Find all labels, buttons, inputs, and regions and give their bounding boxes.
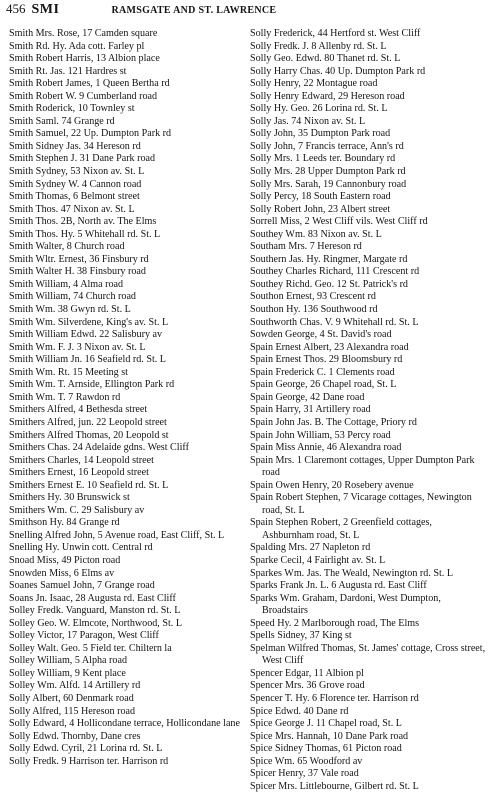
directory-entry: Soans Jn. Isaac, 28 Augusta rd. East Cliff bbox=[9, 592, 176, 604]
directory-entry: Solly Hy. Geo. 26 Lorina rd. St. L bbox=[250, 103, 388, 115]
directory-entry: Southern Jas. Hy. Ringmer, Margate rd bbox=[250, 253, 408, 265]
directory-entry: Spain Ernest Albert, 23 Alexandra road bbox=[250, 341, 409, 353]
directory-entry: Solly Mrs. Sarah, 19 Cannonbury road bbox=[250, 178, 407, 190]
directory-entry: Smithers Ernest, 16 Leopold street bbox=[9, 467, 149, 479]
directory-entry: Southon Hy. 136 Southwood rd bbox=[250, 304, 378, 316]
directory-entry: Snoad Miss, 49 Picton road bbox=[9, 554, 121, 566]
directory-entry: Smith William Jn. 16 Seafield rd. St. L bbox=[9, 354, 166, 366]
directory-entry: Solly Fredk. J. 8 Allenby rd. St. L bbox=[250, 40, 387, 52]
directory-entry: Sorrell Miss, 2 West Cliff vils. West Cliff rd bbox=[250, 216, 428, 228]
directory-entry: Smithers Alfred, jun. 22 Leopold street bbox=[9, 416, 167, 428]
directory-entry: Spicer Mrs. Littlebourne, Gilbert rd. St. L bbox=[250, 780, 419, 792]
directory-entry: Southworth Chas. V. 9 Whitehall rd. St. L bbox=[250, 316, 419, 328]
directory-entry: Sowden George, 4 St. David's road bbox=[250, 329, 392, 341]
directory-entry: Spice Mrs. Hannah, 10 Dane Park road bbox=[250, 730, 409, 742]
directory-entry: Smithers Alfred, 4 Bethesda street bbox=[9, 404, 148, 416]
directory-entry: Spain Mrs. 1 Claremont cottages, Upper Dumpton Park road bbox=[250, 454, 475, 479]
directory-entry: Solly Geo. Edwd. 80 Thanet rd. St. L bbox=[250, 53, 401, 65]
directory-entry: Smith Wm. F. J. 3 Nixon av. St. L bbox=[9, 341, 146, 353]
directory-entry: Snelling Alfred John, 5 Avenue road, East Cliff, St. L bbox=[9, 529, 225, 541]
directory-entry: Solley William, 5 Alpha road bbox=[9, 655, 127, 667]
directory-entry: Spice Sidney Thomas, 61 Picton road bbox=[250, 743, 402, 755]
right-column bbox=[250, 28, 486, 793]
page-number: 456 bbox=[6, 1, 26, 16]
directory-entry: Solly Albert, 60 Denmark road bbox=[9, 692, 134, 704]
directory-entry: Smith Thos. 2B, North av. The Elms bbox=[9, 216, 157, 228]
directory-entry: Southam Mrs. 7 Hereson rd bbox=[250, 241, 362, 253]
directory-entry: Solly Mrs. 1 Leeds ter. Boundary rd bbox=[250, 153, 396, 165]
directory-entry: Smith Walter H. 38 Finsbury road bbox=[9, 266, 146, 278]
directory-entry: Smithers Hy. 30 Brunswick st bbox=[9, 492, 130, 504]
directory-entry: Southey Charles Richard, 111 Crescent rd bbox=[250, 266, 420, 278]
directory-entry: Spain George, 42 Dane road bbox=[250, 391, 365, 403]
directory-entry: Solly John, 35 Dumpton Park road bbox=[250, 128, 391, 140]
directory-entry: Solly Jas. 74 Nixon av. St. L bbox=[250, 115, 366, 127]
directory-entry: Smith Thos. Hy. 5 Whitehall rd. St. L bbox=[9, 228, 161, 240]
directory-entry: Spells Sidney, 37 King st bbox=[250, 630, 352, 642]
directory-entry: Smith Rt. Jas. 121 Hardres st bbox=[9, 65, 127, 77]
directory-entry: Spalding Mrs. 27 Napleton rd bbox=[250, 542, 371, 554]
directory-entry: Solly Edwd. Thornby, Dane cres bbox=[9, 730, 141, 742]
directory-entry: Spain John William, 53 Percy road bbox=[250, 429, 391, 441]
directory-entry: Spencer Edgar, 11 Albion pl bbox=[250, 667, 364, 679]
directory-entry: Solly Robert John, 23 Albert street bbox=[250, 203, 391, 215]
directory-entry: Smith Rd. Hy. Ada cott. Farley pl bbox=[9, 40, 145, 52]
directory-entry: Spain Stephen Robert, 2 Greenfield cottages, Ashburnham road, St. L bbox=[250, 517, 432, 541]
directory-entry: Smith Sydney W. 4 Cannon road bbox=[9, 178, 142, 190]
directory-entry: Smithson Hy. 84 Grange rd bbox=[9, 517, 120, 529]
directory-entry: Smith William Edwd. 22 Salisbury av bbox=[9, 329, 163, 341]
directory-entry: Spice Edwd. 40 Dane rd bbox=[250, 705, 349, 717]
directory-entry: Smith Sydney, 53 Nixon av. St. L bbox=[9, 166, 145, 178]
directory-entry: Smith Walter, 8 Church road bbox=[9, 241, 125, 253]
directory-entry: Solly Mrs. 28 Upper Dumpton Park rd bbox=[250, 166, 406, 178]
directory-entry: Smith Thos. 47 Nixon av. St. L bbox=[9, 203, 135, 215]
directory-entry: Smithers Ernest E. 10 Seafield rd. St. L bbox=[9, 479, 169, 491]
directory-entry: Smith Robert James, 1 Queen Bertha rd bbox=[9, 78, 170, 90]
directory-entry: Spain Miss Annie, 46 Alexandra road bbox=[250, 442, 402, 454]
directory-entry: Smith Sidney Jas. 34 Hereson rd bbox=[9, 140, 141, 152]
section-abbrev: SMI bbox=[31, 2, 60, 17]
directory-entry: Solly Henry Edward, 29 Hereson road bbox=[250, 90, 405, 102]
directory-entry: Smith Wm. 38 Gwyn rd. St. L bbox=[9, 304, 131, 316]
directory-entry: Solly Alfred, 115 Hereson road bbox=[9, 705, 136, 717]
directory-entry: Smithers Chas. 24 Adelaide gdns. West Cliff bbox=[9, 442, 189, 454]
directory-entry: Spice Wm. 65 Woodford av bbox=[250, 755, 363, 767]
directory-entry: Spelman Wilfred Thomas, St. James' cottage, Cross street, West Cliff bbox=[250, 642, 486, 667]
directory-entry: Smith Wm. T. 7 Rawdon rd bbox=[9, 391, 121, 403]
directory-entry: Solley Victor, 17 Paragon, West Cliff bbox=[9, 630, 159, 642]
directory-entry: Snelling Hy. Unwin cott. Central rd bbox=[9, 542, 153, 554]
directory-entry: Speed Hy. 2 Marlborough road, The Elms bbox=[250, 617, 420, 629]
directory-entry: Solley Walt. Geo. 5 Field ter. Chiltern la bbox=[9, 642, 172, 654]
directory-entry: Smith William, 74 Church road bbox=[9, 291, 136, 303]
directory-entry: Smithers Charles, 14 Leopold street bbox=[9, 454, 154, 466]
directory-entry: Southon Ernest, 93 Crescent rd bbox=[250, 291, 376, 303]
directory-entry: Southey Richd. Geo. 12 St. Patrick's rd bbox=[250, 278, 408, 290]
directory-entry: Spencer Mrs. 36 Grove road bbox=[250, 680, 365, 692]
directory-entry: Spicer Henry, 37 Vale road bbox=[250, 768, 359, 780]
page-header bbox=[6, 1, 482, 21]
directory-entry: Spain Owen Henry, 20 Rosebery avenue bbox=[250, 479, 414, 491]
directory-entry: Soanes Samuel John, 7 Grange road bbox=[9, 580, 155, 592]
directory-entry: Solly Henry, 22 Montague road bbox=[250, 78, 378, 90]
directory-entry: Spain George, 26 Chapel road, St. L bbox=[250, 379, 397, 391]
directory-entry: Smith Roderick, 10 Townley st bbox=[9, 103, 135, 115]
directory-entry: Solly Percy, 18 South Eastern road bbox=[250, 191, 391, 203]
directory-entry: Southey Wm. 83 Nixon av. St. L bbox=[250, 228, 382, 240]
directory-entry: Smith Saml. 74 Grange rd bbox=[9, 115, 115, 127]
directory-entry: Smithers Wm. C. 29 Salisbury av bbox=[9, 504, 145, 516]
left-column bbox=[9, 28, 245, 768]
directory-entry: Smith Wm. Silverdene, King's av. St. L bbox=[9, 316, 169, 328]
directory-entry: Smith Samuel, 22 Up. Dumpton Park rd bbox=[9, 128, 172, 140]
directory-entry: Solly Frederick, 44 Hertford st. West Cliff bbox=[250, 28, 421, 39]
directory-entry: Smith Wltr. Ernest, 36 Finsbury rd bbox=[9, 253, 149, 265]
directory-entry: Spice George J. 11 Chapel road, St. L bbox=[250, 718, 402, 730]
directory-entry: Solley William, 9 Kent place bbox=[9, 667, 126, 679]
directory-entry: Spain Ernest Thos. 29 Bloomsbury rd bbox=[250, 354, 403, 366]
directory-entry: Smith Mrs. Rose, 17 Camden square bbox=[9, 28, 158, 39]
directory-entry: Solley Fredk. Vanguard, Manston rd. St. L bbox=[9, 605, 181, 617]
directory-entry: Solly Edwd. Cyril, 21 Lorina rd. St. L bbox=[9, 743, 163, 755]
directory-entry: Smithers Alfred Thomas, 20 Leopold st bbox=[9, 429, 169, 441]
directory-entry: Solly Harry Chas. 40 Up. Dumpton Park rd bbox=[250, 65, 426, 77]
directory-entry: Sparks Frank Jn. L. 6 Augusta rd. East Cliff bbox=[250, 580, 427, 592]
directory-entry: Snowden Miss, 6 Elms av bbox=[9, 567, 115, 579]
directory-entry: Spain Frederick C. 1 Clements road bbox=[250, 366, 395, 378]
directory-entry: Smith Robert Harris, 13 Albion place bbox=[9, 53, 160, 65]
directory-entry: Smith Thomas, 6 Belmont street bbox=[9, 191, 140, 203]
directory-entry: Smith Wm. Rt. 15 Meeting st bbox=[9, 366, 128, 378]
directory-entry: Solly Fredk. 9 Harrison ter. Harrison rd bbox=[9, 755, 169, 767]
directory-entry: Smith Robert W. 9 Cumberland road bbox=[9, 90, 158, 102]
directory-entry: Spain John Jas. B. The Cottage, Priory rd bbox=[250, 416, 417, 428]
running-title: RAMSGATE AND ST. LAWRENCE bbox=[111, 5, 277, 16]
directory-entry: Solley Geo. W. Elmcote, Northwood, St. L bbox=[9, 617, 182, 629]
directory-entry: Spain Robert Stephen, 7 Vicarage cottages, Newington road, St. L bbox=[250, 492, 472, 516]
directory-entry: Spain Harry, 31 Artillery road bbox=[250, 404, 371, 416]
directory-entry: Solly John, 7 Francis terrace, Ann's rd bbox=[250, 140, 404, 152]
directory-entry: Smith William, 4 Alma road bbox=[9, 278, 124, 290]
directory-entry: Smith Wm. T. Arnside, Ellington Park rd bbox=[9, 379, 175, 391]
directory-entry: Spencer T. Hy. 6 Florence ter. Harrison rd bbox=[250, 692, 419, 704]
directory-entry: Sparks Wm. Graham, Dardoni, West Dumpton, Broadstairs bbox=[250, 592, 441, 617]
directory-entry: Solley Wm. Alfd. 14 Artillery rd bbox=[9, 680, 141, 692]
directory-entry: Smith Stephen J. 31 Dane Park road bbox=[9, 153, 156, 165]
directory-entry: Sparkes Wm. Jas. The Weald, Newington rd. St. L bbox=[250, 567, 453, 579]
directory-entry: Sparke Cecil, 4 Fairlight av. St. L bbox=[250, 554, 386, 566]
directory-entry: Solly Edward, 4 Hollicondane terrace, Hollicondane lane bbox=[9, 718, 240, 730]
